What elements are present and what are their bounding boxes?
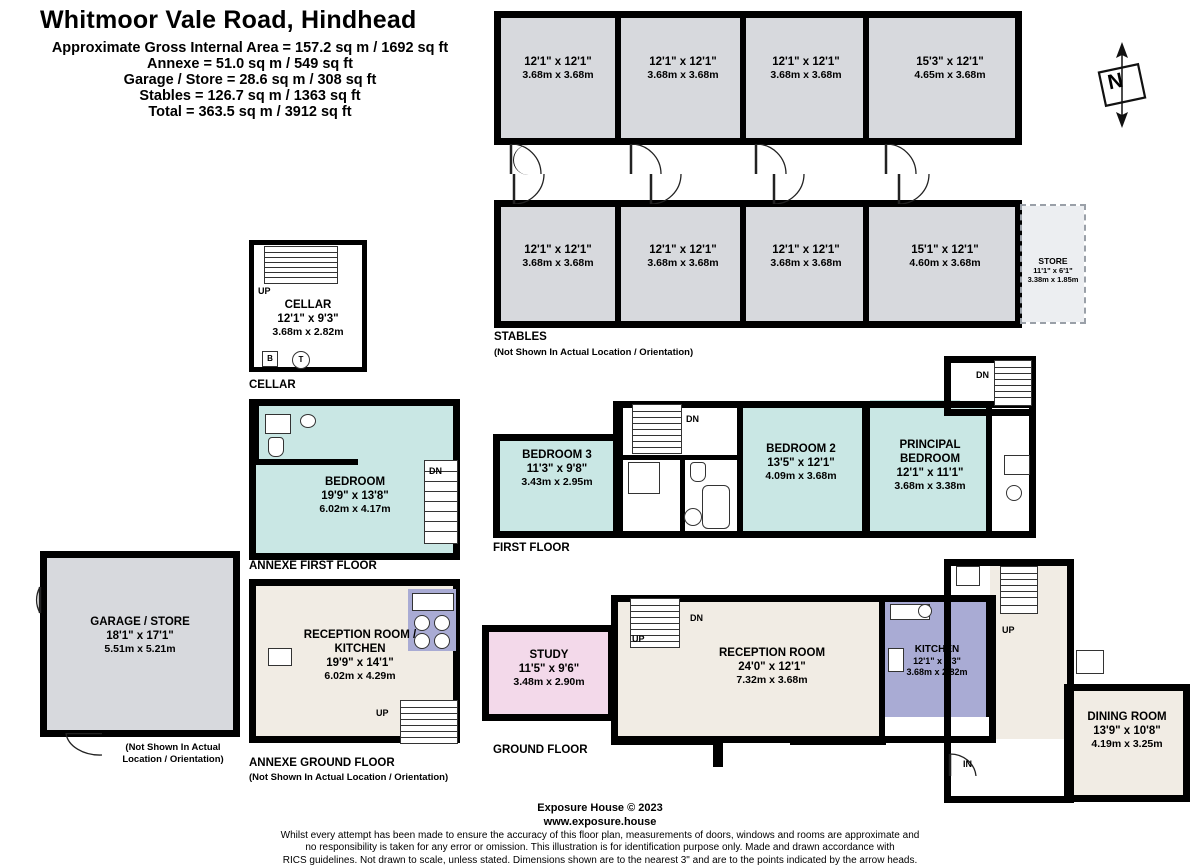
stable-room-label: 12'1" x 12'1" 3.68m x 3.68m [503,55,613,82]
stable-room-label: 15'3" x 12'1" 4.65m x 3.68m [890,55,1010,82]
stables-partition [863,203,869,325]
annexe-ground-caption: ANNEXE GROUND FLOOR [249,757,395,769]
footer [0,802,1200,867]
ground-floor-up-label: UP [632,634,645,644]
kitchen-label: KITCHEN 12'1" x 9'3" 3.68m x 2.82m [885,644,989,678]
stables-partition [863,14,869,142]
footer-company: Exposure House © 2023 [0,802,1200,816]
stables-partition [740,14,746,142]
table-icon [1076,650,1104,674]
dining-label: DINING ROOM 13'9" x 10'8" 4.19m x 3.25m [1068,710,1186,751]
cellar-staircase [264,246,338,284]
stable-room-label: 12'1" x 12'1" 3.68m x 3.68m [503,243,613,270]
area-line: Stables = 126.7 sq m / 1363 sq ft [10,88,490,104]
footer-disclaimer: no responsibility is taken for any error or omission. This illustration is for identification purpose only. Made and drawn accordance with [0,842,1200,855]
ensuite-basin-icon [1006,485,1022,501]
rear-up-label: UP [1002,625,1015,635]
bedroom3-label: BEDROOM 3 11'3" x 9'8" 3.43m x 2.95m [500,448,614,489]
rear-ground-staircase [1000,566,1038,614]
principal-bedroom-label: PRINCIPAL BEDROOM 12'1" x 11'1" 3.68m x 3.38m [872,438,988,493]
first-floor-caption: FIRST FLOOR [493,542,570,554]
gf-wall [790,739,886,745]
basin-icon [684,508,702,526]
area-summary [10,40,490,120]
stable-room-label: 15'1" x 12'1" 4.60m x 3.68m [885,243,1005,270]
annexe-first-room-label: BEDROOM 19'9" x 13'8" 6.02m x 4.17m [280,475,430,516]
cellar-up-label: UP [258,286,271,296]
reception-label: RECEPTION ROOM 24'0" x 12'1" 7.32m x 3.68m [672,646,872,687]
compass-north-letter: N [1106,69,1126,96]
study-label: STUDY 11'5" x 9'6" 3.48m x 2.90m [490,648,608,689]
area-line: Approximate Gross Internal Area = 157.2 sq m / 1692 sq ft [10,40,490,56]
rear-dn-label: DN [976,370,989,380]
boiler-marker: B [262,351,278,367]
stable-room-label: 12'1" x 12'1" 3.68m x 3.68m [751,243,861,270]
ff-partition [617,405,623,534]
garage-caption-sub: (Not Shown In Actual Location / Orientation) [108,742,238,766]
cellar-caption: CELLAR [249,379,296,391]
bath-icon [702,485,730,529]
cellar-room-label: CELLAR 12'1" x 9'3" 3.68m x 2.82m [252,298,364,339]
stable-room-label: 12'1" x 12'1" 3.68m x 3.68m [628,55,738,82]
annexe-first-partition [253,403,259,463]
stable-room-label: 12'1" x 12'1" 3.68m x 3.68m [751,55,861,82]
first-floor-dn-label: DN [686,414,699,424]
page-title: Whitmoor Vale Road, Hindhead [40,6,416,35]
bath-icon [265,414,291,434]
ground-floor-caption: GROUND FLOOR [493,744,588,756]
annexe-first-partition [253,459,358,465]
stables-store-label: STORE 11'1" x 6'1" 3.38m x 1.85m [1022,256,1084,284]
garage-door-left [6,585,46,615]
ground-floor-dn-label: DN [690,613,703,623]
stables-partition [740,203,746,325]
annexe-first-dn-label: DN [429,466,442,476]
shower-icon [628,462,660,494]
rear-staircase [994,360,1032,406]
hob-icon [918,604,932,618]
stables-partition [615,14,621,142]
ff-partition [862,405,870,534]
door-swing-arc [508,170,558,204]
annexe-first-caption: ANNEXE FIRST FLOOR [249,560,377,572]
compass-rose [1082,40,1162,130]
wc-icon [690,462,706,482]
footer-disclaimer: RICS guidelines. Not drawn to scale, unless stated. Dimensions shown are to the nearest 3" and are to the points indicated by the arrow heads. [0,855,1200,867]
basin-icon [956,566,980,586]
door-swing-arc [893,170,943,204]
bedroom2-label: BEDROOM 2 13'5" x 12'1" 4.09m x 3.68m [742,442,860,483]
counter-icon [412,593,454,611]
garage-room-label: GARAGE / STORE 18'1" x 17'1" 5.51m x 5.21m [52,615,228,656]
first-floor-staircase [632,404,682,454]
basin-icon [300,414,316,428]
annexe-ground-room-label: RECEPTION ROOM / KITCHEN 19'9" x 14'1" 6.02m x 4.29m [280,628,440,683]
footer-website: www.exposure.house [0,816,1200,830]
wc-icon [268,437,284,457]
stable-room-label: 12'1" x 12'1" 3.68m x 3.68m [628,243,738,270]
area-line: Annexe = 51.0 sq m / 549 sq ft [10,56,490,72]
ff-partition [680,460,685,534]
annexe-ground-staircase [400,700,458,744]
door-swing-arc [768,170,818,204]
entrance-in-label: IN [963,759,972,769]
area-line: Total = 363.5 sq m / 3912 sq ft [10,104,490,120]
annexe-ground-up-label: UP [376,708,389,718]
garage-door-bottom [62,733,106,759]
stables-caption: STABLES [494,331,547,343]
ensuite-bath-icon [1004,455,1030,475]
annexe-ground-caption-sub: (Not Shown In Actual Location / Orientation) [249,772,448,783]
footer-disclaimer: Whilst every attempt has been made to ensure the accuracy of this floor plan, measurements of doors, windows and rooms are approximate and [0,830,1200,843]
tank-marker: T [292,351,310,369]
stables-partition [615,203,621,325]
gf-wall [611,739,715,745]
door-swing-arc [645,170,695,204]
stables-caption-sub: (Not Shown In Actual Location / Orientation) [494,347,693,358]
area-line: Garage / Store = 28.6 sq m / 308 sq ft [10,72,490,88]
